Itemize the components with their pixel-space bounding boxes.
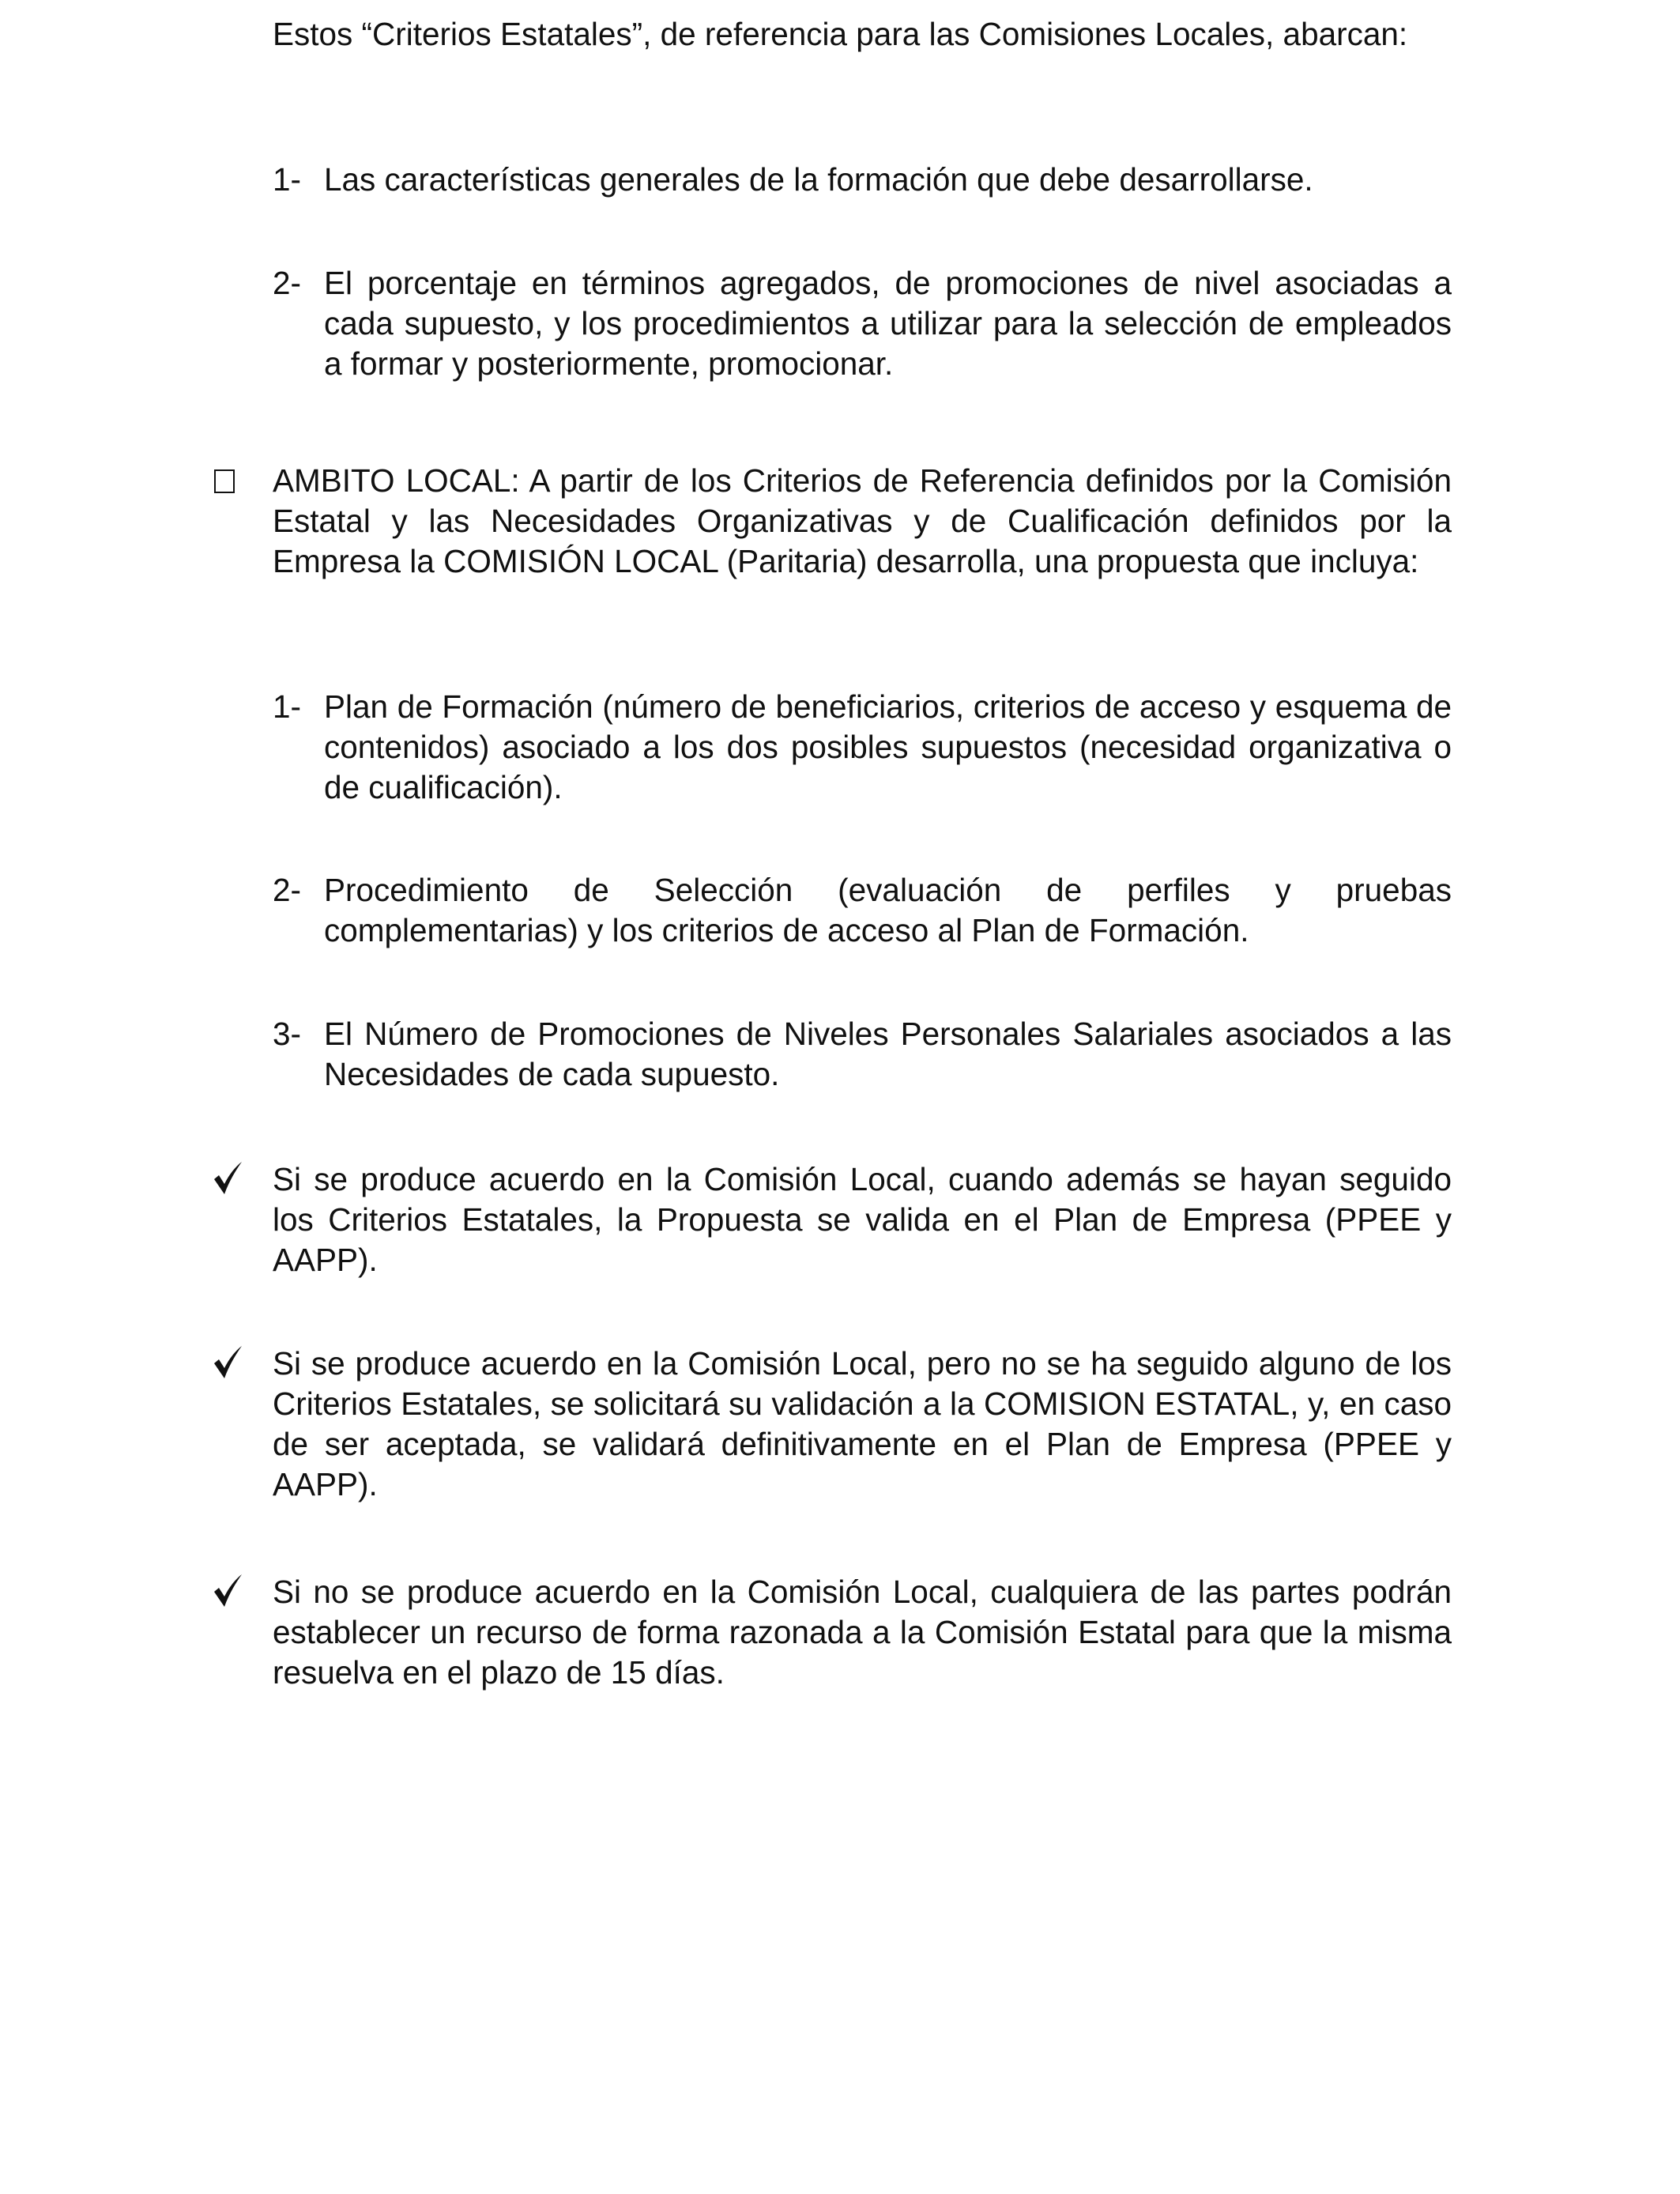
item-text: Plan de Formación (número de beneficiarios, criterios de acceso y esquema de contenidos) asociado a los dos posibles supuestos (necesidad organizativa o de cualificación). [324, 688, 1452, 805]
item-number: 1- [273, 161, 302, 198]
item-text: El porcentaje en términos agregados, de promociones de nivel asociadas a cada supuesto, y los procedimientos a utilizar para la selección de empleados a formar y posteriormente, promocionar. [324, 265, 1452, 382]
local-scope-paragraph: AMBITO LOCAL: A partir de los Criterios de Referencia definidos por la Comisión Estatal y las Necesidades Organizativas y de Cualificación definidos por la Empresa la COMISIÓN LOCAL (Paritaria) desarrolla, una propuesta que incluya: [273, 462, 1452, 579]
item-text: El Número de Promociones de Niveles Personales Salariales asociados a las Necesidades de cada supuesto. [324, 1016, 1452, 1092]
check-paragraph-1: Si se produce acuerdo en la Comisión Local, cuando además se hayan seguido los Criterios Estatales, la Propuesta se valida en el Plan de Empresa (PPEE y AAPP). [273, 1161, 1452, 1278]
item-number: 3- [273, 1016, 302, 1052]
check-paragraph-2: Si se produce acuerdo en la Comisión Local, pero no se ha seguido alguno de los Criterios Estatales, se solicitará su validación a la COMISION ESTATAL, y, en caso de ser aceptada, se validará definitivamente en el Plan de Empresa (PPEE y AAPP). [273, 1345, 1452, 1502]
intro-paragraph: Estos “Criterios Estatales”, de referencia para las Comisiones Locales, abarcan: [273, 16, 1408, 52]
item-number: 2- [273, 265, 302, 301]
checkmark-icon [212, 1344, 243, 1384]
item-text: Las características generales de la formación que debe desarrollarse. [324, 161, 1313, 198]
item-number: 1- [273, 688, 302, 725]
square-bullet-icon [214, 469, 235, 493]
item-text: Procedimiento de Selección (evaluación de perfiles y pruebas complementarias) y los criterios de acceso al Plan de Formación. [324, 872, 1452, 948]
state-criteria-item-2 [273, 263, 1452, 384]
checkmark-icon [212, 1160, 243, 1200]
checkmark-icon [212, 1573, 243, 1612]
item-number: 2- [273, 872, 302, 908]
local-item-2 [273, 870, 1452, 951]
state-criteria-item-1 [273, 160, 1452, 200]
check-paragraph-3: Si no se produce acuerdo en la Comisión Local, cualquiera de las partes podrán establecer un recurso de forma razonada a la Comisión Estatal para que la misma resuelva en el plazo de 15 días. [273, 1574, 1452, 1691]
local-item-3 [273, 1014, 1452, 1095]
local-item-1 [273, 687, 1452, 808]
